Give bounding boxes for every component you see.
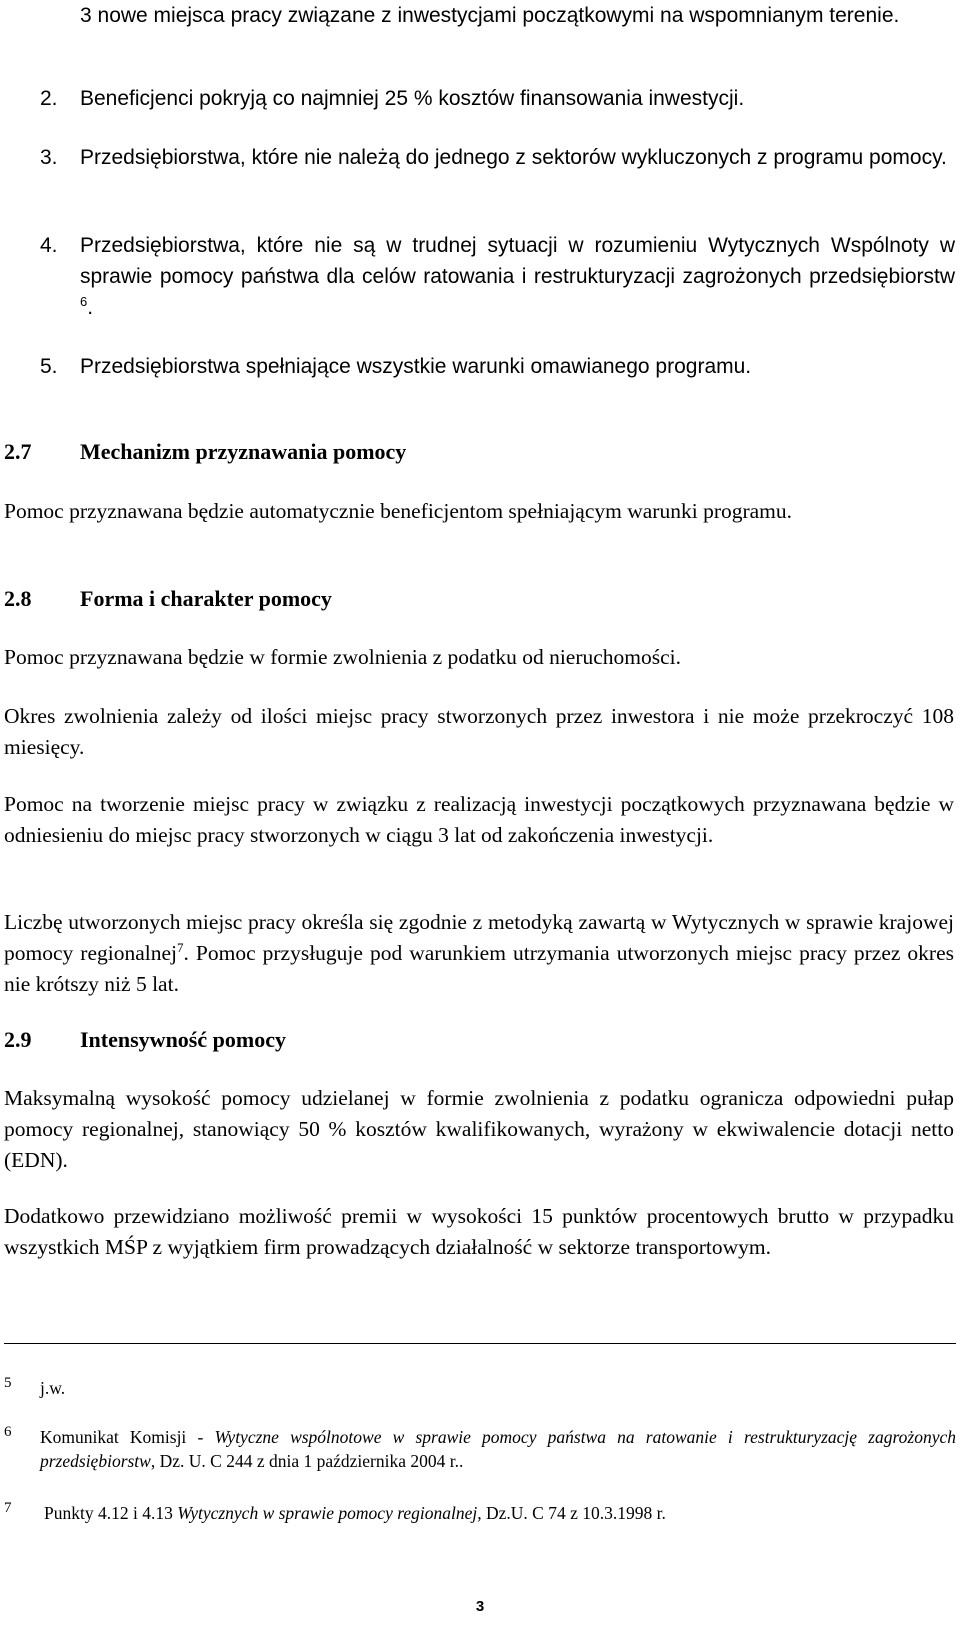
list-item-text-end: . — [87, 296, 94, 319]
paragraph-text: Liczbę utworzonych miejsc pracy określa się zgodnie z metodyką zawartą w Wytycznych w sprawie krajowej pomocy regionalnej — [4, 910, 954, 965]
section-title: Mechanizm przyznawania pomocy — [80, 439, 407, 464]
list-item — [40, 230, 955, 323]
paragraph: Pomoc na tworzenie miejsc pracy w związku z realizacją inwestycji początkowych przyznawana będzie w odniesieniu do miejsc pracy stworzonych w ciągu 3 lat od zakończenia inwestycji. — [4, 792, 954, 847]
footnote-ref: 6 — [80, 294, 88, 309]
list-item — [40, 142, 955, 173]
list-item — [40, 83, 955, 114]
paragraph: Pomoc przyznawana będzie automatycznie beneficjentom spełniającym warunki programu. — [4, 499, 793, 523]
paragraph: Dodatkowo przewidziano możliwość premii w wysokości 15 punktów procentowych brutto w przypadku wszystkich MŚP z wyjątkiem firm prowadzących działalność w sektorze transportowym. — [4, 1204, 954, 1259]
list-item-number: 4. — [40, 234, 58, 257]
footnote-title: Wytyczne wspólnotowe w sprawie pomocy państwa na ratowanie i restrukturyzację zagrożonych przedsiębiorstw — [40, 1427, 957, 1471]
list-item — [40, 351, 955, 382]
list-item-text-wrap — [80, 230, 955, 323]
list-item-number: 2. — [40, 87, 58, 110]
section-heading — [4, 1025, 286, 1055]
list-item-text: Przedsiębiorstwa, które nie są w trudnej sytuacji w rozumieniu Wytycznych Wspólnoty w sprawie pomocy państwa dla celów ratowania i restrukturyzacji zagrożonych przedsiębiorstw — [80, 234, 955, 288]
footnote-title: Wytycznych w sprawie pomocy regionalnej, — [177, 1503, 482, 1523]
list-item-text: Beneficjenci pokryją co najmniej 25 % kosztów finansowania inwestycji. — [80, 87, 745, 110]
paragraph — [4, 907, 954, 1000]
section-number: 2.9 — [4, 1027, 32, 1052]
list-item-text: Przedsiębiorstwa spełniające wszystkie warunki omawianego programu. — [80, 355, 752, 378]
footnote-text — [40, 1425, 956, 1473]
section-number: 2.7 — [4, 439, 32, 464]
footnote-lead: Komunikat Komisji - — [40, 1427, 215, 1447]
footnote-lead: Punkty 4.12 i 4.13 — [44, 1503, 178, 1523]
section-title: Intensywność pomocy — [80, 1027, 286, 1052]
paragraph: Okres zwolnienia zależy od ilości miejsc pracy stworzonych przez inwestora i nie może przekroczyć 108 miesięcy. — [4, 704, 954, 759]
section-heading — [4, 437, 406, 467]
footnote — [4, 1501, 956, 1525]
paragraph: Pomoc przyznawana będzie w formie zwolnienia z podatku od nieruchomości. — [4, 645, 682, 669]
footnote-tail: Dz.U. C 74 z 10.3.1998 r. — [481, 1503, 666, 1523]
footnote-tail: , Dz. U. C 244 z dnia 1 października 2004 r.. — [150, 1451, 464, 1471]
section-number: 2.8 — [4, 586, 32, 611]
footnote-ref: 7 — [177, 940, 184, 955]
footnote-separator — [4, 1343, 956, 1344]
section-title: Forma i charakter pomocy — [80, 586, 332, 611]
list-item-number: 5. — [40, 355, 58, 378]
footnote-number: 5 — [4, 1375, 12, 1391]
footnote-number: 6 — [4, 1424, 12, 1440]
footnote — [4, 1425, 956, 1473]
list-item-number: 3. — [40, 146, 58, 169]
paragraph: Maksymalną wysokość pomocy udzielanej w formie zwolnienia z podatku ogranicza odpowiedni pułap pomocy regionalnej, stanowiący 50 % kosztów kwalifikowanych, wyrażony w ekwiwalencie dotacji netto (EDN). — [4, 1086, 954, 1172]
paragraph-text: . Pomoc przysługuje pod warunkiem utrzymania utworzonych miejsc pracy przez okres nie krótszy niż 5 lat. — [4, 941, 954, 996]
page-number: 3 — [475, 1598, 485, 1615]
list-item-text: 3 nowe miejsca pracy związane z inwestycjami początkowymi na wspomnianym terenie. — [80, 4, 900, 27]
list-item-text: Przedsiębiorstwa, które nie należą do jednego z sektorów wykluczonych z programu pomocy. — [80, 146, 947, 169]
footnote-text: j.w. — [40, 1378, 66, 1398]
footnote — [4, 1376, 956, 1400]
footnote-number: 7 — [4, 1500, 12, 1516]
footnote-text — [44, 1501, 956, 1525]
list-item — [40, 0, 955, 31]
section-heading — [4, 584, 332, 614]
